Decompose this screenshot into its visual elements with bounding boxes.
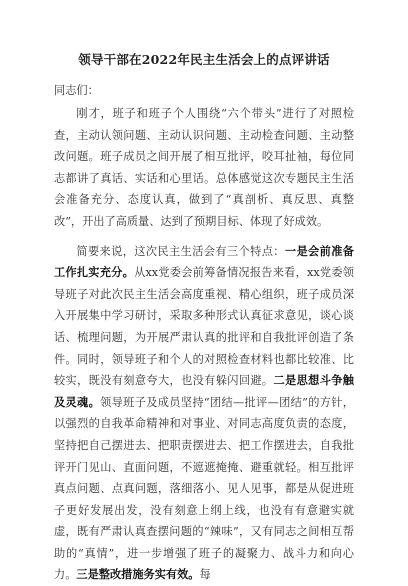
point-three-heading: 三是整改措施务实有效。 xyxy=(76,567,200,582)
point-three-text: 每 xyxy=(199,568,211,582)
paragraph-1-text: 刚才，班子和班子个人围绕“六个带头”进行了对照检查，主动认领问题、主动认识问题、主动检查问题、主动整改问题。班子成员之间开展了相互批评，咬耳扯袖，每位同志都讲了真话、实话和心里话。总体感觉这次专题民主生活会准备充分、态度认真，做到了“真剖析、真反思、真整改”，开出了高质量、达到了预期目标、体现了好成效。 xyxy=(54,107,354,228)
document-title: 领导干部在2022年民主生活会上的点评讲话 xyxy=(78,52,330,67)
salutation: 同志们： xyxy=(54,84,99,97)
point-one-heading: 一是会前准备工作扎实充分。 xyxy=(54,243,354,280)
paragraph-1 xyxy=(54,103,354,233)
paragraph-2 xyxy=(54,241,354,586)
point-two-heading: 二是思想斗争触及灵魂。 xyxy=(54,373,354,409)
point-two-text: 领导班子及成员坚持“团结—批评—团结”的方针，以强烈的自我革命精神和对事业、对同志高度负责的态度，坚持把自己摆进去、把职责摆进去、把工作摆进去，自我批评开门见山、直面问题，不遮遮掩掩、避重就轻。相互批评真点问题、点真问题，落细落小、见人见事，都是从促进班子更好发展出发，没有刻意上纲上线，也没有有意避实就虚，既有严肃认真查摆问题的“辣味”，又有同志之间相互帮助的“真情”，进一步增强了班子的凝聚力、战斗力和向心力。 xyxy=(54,395,354,582)
point-one-text: 从xx党委会前筹备情况报告来看，xx党委领导班子对此次民主生活会高度重视、精心组织，班子成员深入开展集中学习研讨，采取多种形式认真征求意见，谈心谈话、梳理问题，为开展严肃认真的批评和自我批评创造了条件。同时，领导班子和个人的对照检查材料也都比较准、比较实，既没有刻意夸大，也没有躲闪回避。 xyxy=(54,266,354,388)
paragraph-2-intro: 简要来说，这次民主生活会有三个特点： xyxy=(76,244,285,258)
